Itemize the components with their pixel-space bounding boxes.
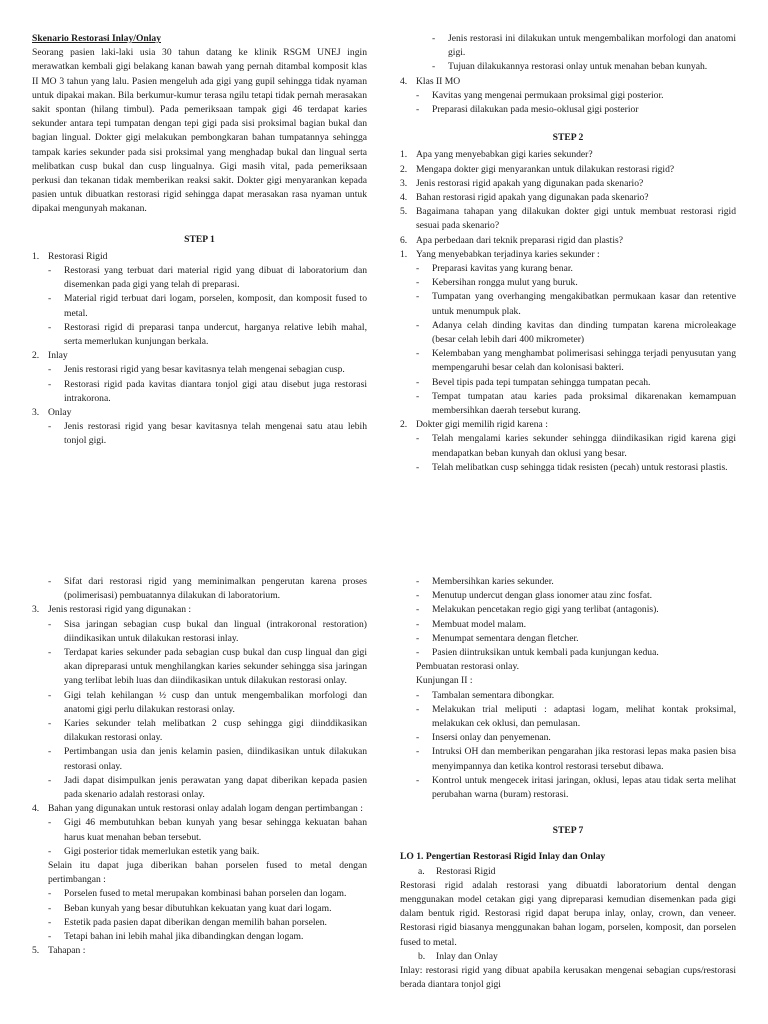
sub-heading-a: a. Restorasi Rigid	[418, 865, 496, 877]
list-item: - Tetapi bahan ini lebih mahal jika dibandingkan dengan logam.	[48, 931, 304, 943]
bottom-left-column	[32, 575, 367, 958]
step1-heading: STEP 1	[184, 233, 215, 245]
list-item: - Tujuan dilakukannya restorasi onlay untuk menahan beban kunyah.	[432, 61, 708, 73]
list-item: - Gigi 46 membutuhkan beban kunyah yang besar sehingga kekuatan bahan harus kuat menahan beban tersebut.	[48, 817, 367, 843]
scenario-title: Skenario Restorasi Inlay/Onlay	[32, 33, 161, 44]
list-item: - Kebersihan rongga mulut yang buruk.	[416, 277, 578, 289]
list-item: - Tambalan sementara dibongkar.	[416, 689, 555, 701]
list-item: - Sisa jaringan sebagian cusp bukal dan lingual (intrakoronal restoration) diindikasikan untuk dilakukan restorasi inlay.	[48, 618, 367, 644]
list-item: - Preparasi kavitas yang kurang benar.	[416, 263, 573, 275]
sub-heading-b: b. Inlay dan Onlay	[418, 950, 498, 962]
question-1: 1. Apa yang menyebabkan gigi karies sekunder?	[400, 149, 593, 161]
list-item: - Material rigid terbuat dari logam, porselen, komposit, dan komposit fused to metal.	[48, 293, 367, 319]
list-item: - Insersi onlay dan penyemenan.	[416, 732, 551, 744]
list-item: - Kontrol untuk mengecek iritasi jaringan, oklusi, lepas atau tidak serta melihat perubahan warna (buram) restorasi.	[416, 774, 736, 801]
answer-2: 2. Dokter gigi memilih rigid karena :	[400, 419, 548, 431]
step1-item-4: 4. Klas II MO	[400, 75, 461, 87]
list-item: - Beban kunyah yang besar dibutuhkan kekuatan yang kuat dari logam.	[48, 902, 332, 914]
sub-b-paragraph: Inlay: restorasi rigid yang dibuat apabila kerusakan mengenai sebagian cups/restorasi berada diantara tonjol gigi	[400, 965, 736, 991]
pembuatan-text: Pembuatan restorasi onlay.	[416, 661, 520, 673]
list-item: - Gigi telah kehilangan ½ cusp dan untuk mengembalikan morfologi dan anatomi gigi perlu dilakukan restorasi onlay.	[48, 689, 367, 715]
step3-item-5: 5. Tahapan :	[32, 945, 86, 957]
list-item: - Jadi dapat disimpulkan jenis perawatan yang dapat diberikan kepada pasien pada skenario adalah restorasi onlay.	[48, 774, 367, 801]
list-item: - Restorasi rigid di preparasi tanpa undercut, harganya relative lebih mahal, serta memerlukan kunjungan berkala.	[48, 321, 367, 348]
top-left-column	[32, 32, 367, 449]
list-item: - Terdapat karies sekunder pada sebagian cusp bukal dan cusp lingual dan gigi akan dipreparasi untuk menghilangkan karies sekunder sehingga sisa jaringan yang terlibat lebih luas dan diindikasikan untuk dilakukan restorasi onlay.	[48, 647, 367, 687]
list-item: - Kelembaban yang menghambat polimerisasi sehingga terjadi penyusutan yang mempengaruhi besar celah dan kolonisasi bakteri.	[416, 348, 736, 374]
sub-a-paragraph: Restorasi rigid adalah restorasi yang dibuatdi laboratorium dental dengan menggunakan model cetakan gigi yang dipreparasi kemudian disemenkan pada gigi dalam bentuk rigid. Restorasi rigid dapat berupa inlay, onlay, crown, dan veneer. Restorasi rigid biasanya menggunakan bahan logam, porselen, komposit, dan porselen fused to metal.	[400, 879, 736, 948]
list-item: - Restorasi yang terbuat dari material rigid yang dibuat di laboratorium dan disemenkan pada gigi yang telah di preparasi.	[48, 265, 367, 291]
paragraph: Selain itu dapat juga diberikan bahan porselen fused to metal dengan pertimbangan :	[48, 860, 367, 886]
lo1-title: LO 1. Pengertian Restorasi Rigid Inlay dan Onlay	[400, 851, 606, 863]
list-item: - Restorasi rigid pada kavitas diantara tonjol gigi atau disebut juga restorasi intrakorona.	[48, 378, 367, 404]
step1-item-1: 1. Restorasi Rigid	[32, 250, 108, 262]
step2-heading: STEP 2	[552, 132, 584, 144]
list-item: - Menutup undercut dengan glass ionomer atau zinc fosfat.	[416, 590, 653, 602]
list-item: - Pasien diintruksikan untuk kembali pada kunjungan kedua.	[416, 647, 659, 659]
list-item: - Preparasi dilakukan pada mesio-oklusal gigi posterior	[416, 104, 639, 116]
step3-item-4: 4. Bahan yang digunakan untuk restorasi onlay adalah logam dengan pertimbangan :	[32, 803, 363, 815]
list-item: - Melakukan pencetakan regio gigi yang terlibat (antagonis).	[416, 604, 659, 616]
question-4: 4. Bahan restorasi rigid apakah yang digunakan pada skenario?	[400, 192, 649, 204]
list-item: - Estetik pada pasien dapat diberikan dengan memilih bahan porselen.	[48, 916, 327, 928]
top-right-column	[400, 32, 736, 475]
step3-item-3: 3. Jenis restorasi rigid yang digunakan :	[32, 604, 192, 616]
step1-item-2: 2. Inlay	[32, 350, 68, 362]
list-item: - Telah melibatkan cusp sehingga tidak resisten (pecah) untuk restorasi plastis.	[416, 461, 728, 473]
list-item: - Jenis restorasi rigid yang besar kavitasnya telah mengenai satu atau lebih tonjol gigi.	[48, 421, 367, 447]
answer-1: 1. Yang menyebabkan terjadinya karies sekunder :	[400, 248, 600, 260]
list-item: - Tumpatan yang overhanging mengakibatkan permukaan kasar dan retentive untuk menumpuk plak.	[416, 291, 736, 317]
kunjungan-text: Kunjungan II :	[416, 675, 473, 687]
list-item: - Jenis restorasi rigid yang besar kavitasnya telah mengenai sebagian cusp.	[48, 364, 345, 376]
question-5: 5. Bagaimana tahapan yang dilakukan dokter gigi untuk membuat restorasi rigid sesuai pada skenario?	[400, 206, 736, 232]
list-item: - Bevel tipis pada tepi tumpatan sehingga tumpatan pecah.	[416, 376, 651, 388]
list-item: - Porselen fused to metal merupakan kombinasi bahan porselen dan logam.	[48, 888, 347, 900]
step7-heading: STEP 7	[552, 825, 584, 837]
question-2: 2. Mengapa dokter gigi menyarankan untuk dilakukan restorasi rigid?	[400, 163, 675, 175]
bottom-right-column	[400, 575, 736, 992]
list-item: - Gigi posterior tidak memerlukan estetik yang baik.	[48, 845, 260, 857]
list-item: - Menumpat sementara dengan fletcher.	[416, 632, 579, 644]
list-item: - Intruksi OH dan memberikan pengarahan jika restorasi lepas maka pasien bisa menyimpannya dan ketika kontrol restorasi tersebut dibawa.	[416, 746, 736, 772]
list-item: - Tempat tumpatan atau karies pada proksimal dikarenakan kemampuan membersihkan daerah tersebut kurang.	[416, 390, 736, 417]
list-item: - Pertimbangan usia dan jenis kelamin pasien, diindikasikan untuk dilakukan restorasi onlay.	[48, 746, 367, 772]
list-item: - Sifat dari restorasi rigid yang meminimalkan pengerutan karena proses (polimerisasi) pembuatannya dilakukan di laboratorium.	[48, 576, 367, 602]
list-item: - Kavitas yang mengenai permukaan proksimal gigi posterior.	[416, 89, 664, 101]
step1-item-3: 3. Onlay	[32, 407, 72, 419]
scenario-paragraph: Seorang pasien laki-laki usia 30 tahun datang ke klinik RSGM UNEJ ingin merawatkan kembali gigi belakang kanan bawah yang pernah ditambal komposit klas II MO 3 tahun yang lalu. Pasien mengeluh ada gigi yang gupil sehingga tidak nyaman untuk dipakai makan. Bila berkumur-kumur terasa ngilu tetapi tidak pernah merasakan sakit spontan (hilang timbul). Pada pemeriksaan tampak gigi 46 terdapat karies sekunder antara tepi tumpatan dengan tepi gigi pada sisi proksimal bagian bukal dan bagian lingual. Dokter gigi melakukan pembongkaran bahan tumpatannya sehingga tampak karies sekunder pada sisi proksimal yang menghadap bukal dan lingual serta melibatkan cusp bukal dan cusp lingualnya. Gigi masih vital, pada pemeriksaan perkusi dan tekanan tidak memberikan reaksi sakit. Dokter gigi menyarankan kepada pasien untuk dibuatkan restorasi rigid sehingga dapat merasakan rasa nyaman untuk dipakai mengunyah makanan.	[32, 47, 367, 215]
question-3: 3. Jenis restorasi rigid apakah yang digunakan pada skenario?	[400, 177, 644, 189]
list-item: - Membuat model malam.	[416, 618, 527, 630]
list-item: - Adanya celah dinding kavitas dan dinding tumpatan karena microleakage (besar celah lebih dari 400 mikrometer)	[416, 319, 736, 346]
list-item: - Jenis restorasi ini dilakukan untuk mengembalikan morfologi dan anatomi gigi.	[432, 33, 736, 59]
list-item: - Melakukan trial meliputi : adaptasi logam, melihat kontak proksimal, melakukan cek oklusi, dan pemulasan.	[416, 703, 736, 730]
question-6: 6. Apa perbedaan dari teknik preparasi rigid dan plastis?	[400, 234, 623, 246]
list-item: - Telah mengalami karies sekunder sehingga diindikasikan rigid karena gigi mendapatkan beban kunyah dan oklusi yang besar.	[416, 433, 736, 459]
list-item: - Karies sekunder telah melibatkan 2 cusp sehingga gigi diinddikasikan dilakukan restorasi onlay.	[48, 718, 367, 744]
list-item: - Membersihkan karies sekunder.	[416, 576, 554, 587]
